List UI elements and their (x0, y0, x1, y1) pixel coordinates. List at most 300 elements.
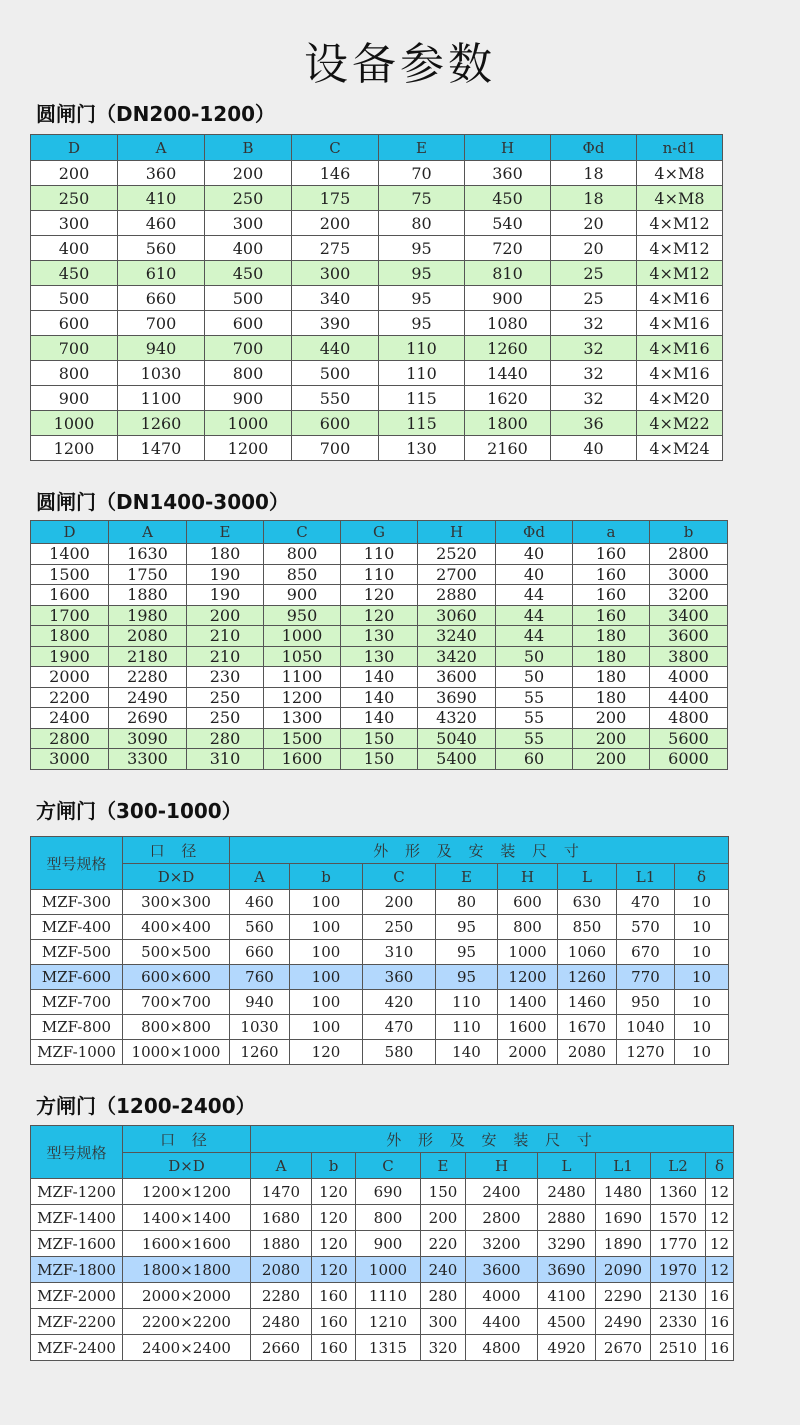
table-cell: 1400 (498, 990, 558, 1015)
table-cell: 690 (356, 1179, 421, 1205)
table-cell: 100 (290, 1015, 363, 1040)
table-cell: 610 (118, 261, 205, 286)
table-cell: 470 (363, 1015, 436, 1040)
table-cell: 180 (187, 544, 264, 565)
table-cell: 770 (617, 965, 675, 990)
table-header-row (31, 135, 723, 161)
column-header: A (118, 135, 205, 161)
table-cell: 200 (573, 708, 650, 729)
table-row (31, 411, 723, 436)
column-header: C (264, 521, 341, 544)
table-cell: 900 (205, 386, 292, 411)
table-row (31, 585, 728, 606)
table-cell: 3090 (109, 728, 187, 749)
column-header: A (109, 521, 187, 544)
table-cell: 300 (31, 211, 118, 236)
table-cell: 600 (292, 411, 379, 436)
table-cell: 1460 (558, 990, 617, 1015)
table-cell: 1800 (31, 626, 109, 647)
table-cell: 3200 (466, 1231, 538, 1257)
table-cell: 10 (675, 890, 729, 915)
table-cell: 940 (118, 336, 205, 361)
table-cell: 75 (379, 186, 465, 211)
table-cell: 120 (341, 605, 418, 626)
table-cell: 1200 (264, 687, 341, 708)
table-cell: 570 (617, 915, 675, 940)
table-cell: 25 (551, 261, 637, 286)
table-cell: 400 (31, 236, 118, 261)
table-row (31, 236, 723, 261)
table-cell: 10 (675, 940, 729, 965)
column-header: Φd (551, 135, 637, 161)
table-cell: 2490 (109, 687, 187, 708)
table-cell: 720 (465, 236, 551, 261)
table-cell: 2090 (596, 1257, 651, 1283)
column-header: E (436, 864, 498, 890)
column-header: H (466, 1153, 538, 1179)
table-cell: 320 (421, 1335, 466, 1361)
table-cell: 160 (573, 564, 650, 585)
table-cell: 800 (498, 915, 558, 940)
table-cell: 250 (187, 708, 264, 729)
table-cell: 200 (573, 728, 650, 749)
table-cell: 6000 (650, 749, 728, 770)
table-cell: 200 (292, 211, 379, 236)
table-row (31, 940, 729, 965)
table-cell: 1800 (465, 411, 551, 436)
table-cell: 760 (230, 965, 290, 990)
table-header-row (31, 1126, 734, 1153)
table-cell: 10 (675, 990, 729, 1015)
bore-header: 口 径 (123, 837, 230, 864)
table-cell: 4×M12 (637, 261, 723, 286)
table-cell: 140 (341, 687, 418, 708)
table-cell: 32 (551, 311, 637, 336)
table-cell: 3600 (650, 626, 728, 647)
table-cell: 95 (379, 286, 465, 311)
table-cell: 120 (341, 585, 418, 606)
table-cell: 175 (292, 186, 379, 211)
table-cell: 2880 (538, 1205, 596, 1231)
table-cell: 1500 (31, 564, 109, 585)
table-cell: 4×M8 (637, 186, 723, 211)
table-cell: 410 (118, 186, 205, 211)
table-cell: 1200 (205, 436, 292, 461)
table-cell: 2400 (466, 1179, 538, 1205)
table-cell: 3290 (538, 1231, 596, 1257)
table-cell: 4×M12 (637, 211, 723, 236)
table-cell: 240 (421, 1257, 466, 1283)
table-cell: 4×M16 (637, 336, 723, 361)
table-row (31, 1335, 734, 1361)
table-cell: 360 (465, 161, 551, 186)
table-cell: 1880 (109, 585, 187, 606)
table-cell: 160 (573, 585, 650, 606)
table-cell: 2280 (109, 667, 187, 688)
column-header: n-d1 (637, 135, 723, 161)
table-cell: 210 (187, 646, 264, 667)
table-row (31, 728, 728, 749)
table-cell: 400×400 (123, 915, 230, 940)
table-subheader-row (31, 864, 729, 890)
table-cell: 2200 (31, 687, 109, 708)
table-cell: 300 (292, 261, 379, 286)
table-cell: 500 (31, 286, 118, 311)
table-row (31, 749, 728, 770)
table-cell: 1000 (205, 411, 292, 436)
table-cell: 1600 (498, 1015, 558, 1040)
column-header: H (498, 864, 558, 890)
table-cell: 12 (706, 1179, 734, 1205)
table-cell: 160 (312, 1335, 356, 1361)
table-cell: 190 (187, 585, 264, 606)
table-cell: 250 (205, 186, 292, 211)
column-header: C (363, 864, 436, 890)
table-cell: 420 (363, 990, 436, 1015)
column-header: A (230, 864, 290, 890)
table-cell: 130 (341, 646, 418, 667)
column-header: G (341, 521, 418, 544)
table-cell: 40 (551, 436, 637, 461)
bore-subheader: D×D (123, 1153, 251, 1179)
table-cell: MZF-700 (31, 990, 123, 1015)
table-cell: 1630 (109, 544, 187, 565)
table-cell: 810 (465, 261, 551, 286)
table-cell: 180 (573, 626, 650, 647)
table-cell: 700 (292, 436, 379, 461)
table-cell: 1600×1600 (123, 1231, 251, 1257)
table-cell: 100 (290, 965, 363, 990)
table-cell: 1000 (498, 940, 558, 965)
table-cell: 1030 (118, 361, 205, 386)
page-title: 设备参数 (304, 39, 496, 90)
table-cell: 900 (31, 386, 118, 411)
table-cell: 1620 (465, 386, 551, 411)
table-cell: 160 (573, 544, 650, 565)
table-cell: 2130 (651, 1283, 706, 1309)
table-cell: 140 (341, 667, 418, 688)
table-cell: 2510 (651, 1335, 706, 1361)
model-header: 型号规格 (31, 1126, 123, 1179)
table-cell: MZF-1800 (31, 1257, 123, 1283)
table-cell: 55 (496, 687, 573, 708)
table-cell: 2290 (596, 1283, 651, 1309)
table-cell: 10 (675, 1040, 729, 1065)
table-cell: 1080 (465, 311, 551, 336)
table-cell: 190 (187, 564, 264, 585)
table-cell: 1670 (558, 1015, 617, 1040)
table-cell: 1900 (31, 646, 109, 667)
table-cell: MZF-1400 (31, 1205, 123, 1231)
table-cell: 450 (31, 261, 118, 286)
table-header-row (31, 837, 729, 864)
table-row (31, 211, 723, 236)
table-cell: 44 (496, 605, 573, 626)
column-header: H (418, 521, 496, 544)
model-header: 型号规格 (31, 837, 123, 890)
table-cell: 10 (675, 965, 729, 990)
table-cell: 850 (264, 564, 341, 585)
table-cell: 3690 (418, 687, 496, 708)
table-cell: 160 (312, 1309, 356, 1335)
table-cell: 100 (290, 890, 363, 915)
table-cell: 110 (341, 544, 418, 565)
table-cell: 2160 (465, 436, 551, 461)
table-cell: 450 (205, 261, 292, 286)
table-cell: 44 (496, 585, 573, 606)
column-header: E (421, 1153, 466, 1179)
table-cell: 560 (118, 236, 205, 261)
table-cell: 70 (379, 161, 465, 186)
table-cell: MZF-400 (31, 915, 123, 940)
table-cell: 2800 (466, 1205, 538, 1231)
table-cell: 4×M24 (637, 436, 723, 461)
table-cell: 2000 (31, 667, 109, 688)
column-header: L (558, 864, 617, 890)
table-cell: 16 (706, 1283, 734, 1309)
table-cell: 900 (356, 1231, 421, 1257)
table-cell: 1260 (558, 965, 617, 990)
table-cell: MZF-2400 (31, 1335, 123, 1361)
table-cell: 300×300 (123, 890, 230, 915)
table-cell: 2700 (418, 564, 496, 585)
table-cell: 1980 (109, 605, 187, 626)
table-cell: 160 (312, 1283, 356, 1309)
table-cell: 700×700 (123, 990, 230, 1015)
table-cell: 3420 (418, 646, 496, 667)
table-cell: 25 (551, 286, 637, 311)
table-cell: 1110 (356, 1283, 421, 1309)
table-cell: 800 (356, 1205, 421, 1231)
table-cell: 5400 (418, 749, 496, 770)
column-header: D (31, 135, 118, 161)
table-cell: 700 (118, 311, 205, 336)
table-cell: 2800 (650, 544, 728, 565)
table-cell: 150 (341, 749, 418, 770)
table-cell: 130 (341, 626, 418, 647)
table-cell: 1040 (617, 1015, 675, 1040)
table-cell: 150 (421, 1179, 466, 1205)
table-cell: 500 (292, 361, 379, 386)
table-cell: 1030 (230, 1015, 290, 1040)
table-cell: 630 (558, 890, 617, 915)
table-cell: 950 (617, 990, 675, 1015)
column-header: E (187, 521, 264, 544)
table-cell: 1600 (264, 749, 341, 770)
table-row (31, 186, 723, 211)
table-cell: 1000×1000 (123, 1040, 230, 1065)
table-cell: 1700 (31, 605, 109, 626)
bore-subheader: D×D (123, 864, 230, 890)
table-cell: 4320 (418, 708, 496, 729)
table-cell: 2880 (418, 585, 496, 606)
table-cell: MZF-2000 (31, 1283, 123, 1309)
table-cell: 120 (312, 1231, 356, 1257)
table-cell: 1200×1200 (123, 1179, 251, 1205)
table-cell: 2660 (251, 1335, 312, 1361)
table-cell: 4×M20 (637, 386, 723, 411)
table-cell: 100 (290, 990, 363, 1015)
table-row (31, 1179, 734, 1205)
table-cell: 1680 (251, 1205, 312, 1231)
table-cell: 1000 (356, 1257, 421, 1283)
table-cell: 120 (312, 1205, 356, 1231)
table-cell: 800 (205, 361, 292, 386)
table-row (31, 990, 729, 1015)
table-cell: 5040 (418, 728, 496, 749)
table-cell: 4400 (650, 687, 728, 708)
table-cell: 20 (551, 211, 637, 236)
table-cell: 660 (118, 286, 205, 311)
table-cell: 600 (205, 311, 292, 336)
table-row (31, 286, 723, 311)
table-row (31, 965, 729, 990)
column-header: H (465, 135, 551, 161)
column-header: b (290, 864, 363, 890)
table-cell: 800×800 (123, 1015, 230, 1040)
table-cell: MZF-500 (31, 940, 123, 965)
table-cell: 80 (436, 890, 498, 915)
table-cell: 1260 (118, 411, 205, 436)
table-cell: 440 (292, 336, 379, 361)
table-row (31, 386, 723, 411)
dimensions-header: 外 形 及 安 装 尺 寸 (230, 837, 729, 864)
table-row (31, 436, 723, 461)
table-cell: 180 (573, 646, 650, 667)
table-cell: 3240 (418, 626, 496, 647)
table-cell: 210 (187, 626, 264, 647)
table-cell: 120 (312, 1257, 356, 1283)
table-cell: 540 (465, 211, 551, 236)
table-cell: 10 (675, 915, 729, 940)
table-cell: 900 (465, 286, 551, 311)
table-cell: 2080 (251, 1257, 312, 1283)
table-cell: 310 (363, 940, 436, 965)
table-row (31, 687, 728, 708)
column-header: L (538, 1153, 596, 1179)
table-cell: 20 (551, 236, 637, 261)
table-cell: 4100 (538, 1283, 596, 1309)
table-row (31, 915, 729, 940)
table-row (31, 1205, 734, 1231)
table-cell: MZF-600 (31, 965, 123, 990)
column-header: A (251, 1153, 312, 1179)
table-cell: 1750 (109, 564, 187, 585)
column-header: L1 (596, 1153, 651, 1179)
table-cell: 50 (496, 667, 573, 688)
table-cell: 3000 (650, 564, 728, 585)
table-cell: 32 (551, 336, 637, 361)
table-row (31, 1283, 734, 1309)
table-cell: 200 (363, 890, 436, 915)
column-header: L1 (617, 864, 675, 890)
table-cell: 110 (379, 336, 465, 361)
table-cell: 4800 (650, 708, 728, 729)
column-header: δ (706, 1153, 734, 1179)
table-cell: 120 (312, 1179, 356, 1205)
table-cell: 1770 (651, 1231, 706, 1257)
table-cell: 50 (496, 646, 573, 667)
table-cell: 55 (496, 728, 573, 749)
table-cell: 40 (496, 544, 573, 565)
table-cell: 44 (496, 626, 573, 647)
table-cell: 200 (187, 605, 264, 626)
table-row (31, 605, 728, 626)
table-header-row (31, 521, 728, 544)
table-cell: 1570 (651, 1205, 706, 1231)
table-cell: 16 (706, 1309, 734, 1335)
table-cell: 1260 (230, 1040, 290, 1065)
table-cell: 1270 (617, 1040, 675, 1065)
table-cell: 660 (230, 940, 290, 965)
table-cell: 160 (573, 605, 650, 626)
table-cell: MZF-1600 (31, 1231, 123, 1257)
table-cell: 2800 (31, 728, 109, 749)
table-cell: MZF-1000 (31, 1040, 123, 1065)
column-header: D (31, 521, 109, 544)
table-cell: 95 (436, 915, 498, 940)
table-cell: 4×M16 (637, 286, 723, 311)
table-cell: 360 (118, 161, 205, 186)
table-cell: 180 (573, 687, 650, 708)
table-cell: 250 (31, 186, 118, 211)
table-cell: 3600 (418, 667, 496, 688)
table-row (31, 626, 728, 647)
table-cell: 4000 (466, 1283, 538, 1309)
table-cell: 95 (436, 965, 498, 990)
table-cell: 550 (292, 386, 379, 411)
table-cell: 40 (496, 564, 573, 585)
table-cell: 200 (205, 161, 292, 186)
table-cell: 110 (436, 990, 498, 1015)
table-row (31, 311, 723, 336)
table-cell: 130 (379, 436, 465, 461)
table-cell: 3600 (466, 1257, 538, 1283)
table-cell: 670 (617, 940, 675, 965)
table-cell: 500 (205, 286, 292, 311)
table-cell: 280 (421, 1283, 466, 1309)
table-cell: 1970 (651, 1257, 706, 1283)
column-header: Φd (496, 521, 573, 544)
table-cell: 1260 (465, 336, 551, 361)
table-cell: 700 (205, 336, 292, 361)
column-header: a (573, 521, 650, 544)
table-cell: 1200 (498, 965, 558, 990)
table-cell: 16 (706, 1335, 734, 1361)
table-row (31, 646, 728, 667)
table-cell: 60 (496, 749, 573, 770)
table-cell: 1210 (356, 1309, 421, 1335)
table-cell: 2080 (558, 1040, 617, 1065)
table-cell: 2080 (109, 626, 187, 647)
table-row (31, 544, 728, 565)
table-cell: 18 (551, 161, 637, 186)
table-cell: 110 (379, 361, 465, 386)
bore-header: 口 径 (123, 1126, 251, 1153)
table-cell: 580 (363, 1040, 436, 1065)
table-cell: 360 (363, 965, 436, 990)
table-cell: 1050 (264, 646, 341, 667)
table-cell: 2000×2000 (123, 1283, 251, 1309)
section-title-square-gate-large: 方闸门（1200-2400） (36, 1094, 256, 1118)
table-cell: 3800 (650, 646, 728, 667)
table-cell: 12 (706, 1231, 734, 1257)
table-cell: 850 (558, 915, 617, 940)
table-cell: 460 (118, 211, 205, 236)
table-cell: 115 (379, 386, 465, 411)
column-header: δ (675, 864, 729, 890)
table-cell: 2280 (251, 1283, 312, 1309)
